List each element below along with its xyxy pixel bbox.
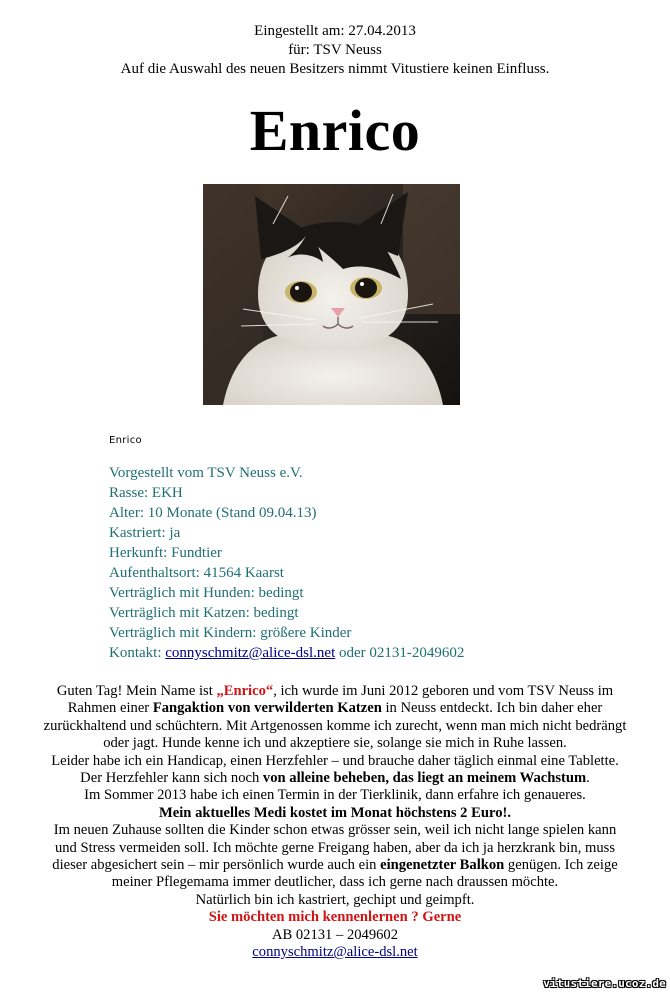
story-bold: eingenetzter Balkon [380,857,505,874]
contact-label: Kontakt: [109,645,166,661]
story-phone: AB 02131 – 2049602 [271,926,399,943]
story-bold: von alleine beheben, das liegt an meinem Wachstum [262,770,587,787]
story-line: Im neuen Zuhause sollten die Kinder schon etwas grösser sein, weil ich nicht lange spielen kann [53,822,617,839]
story-text-part: Guten Tag! Mein Name ist [56,683,217,699]
story-line: und Stress vermeiden soll. Ich möchte gerne Freigang haben, aber da ich ja herzkrank bin, muss [54,839,616,856]
posted-for: für: TSV Neuss [288,42,382,58]
fact-breed: Rasse: EKH [109,485,183,501]
story-line [0,700,670,717]
call-to-action: Sie möchten mich kennenlernen ? Gerne [208,909,462,926]
fact-presented-by: Vorgestellt vom TSV Neuss e.V. [109,465,303,481]
story-bold: Fangaktion von verwilderten Katzen [152,700,382,717]
story-text [0,683,670,962]
fact-location: Aufenthaltsort: 41564 Kaarst [109,565,284,581]
fact-contact [109,643,464,663]
contact-phone: 02131-2049602 [369,645,465,661]
story-text-part: genügen. Ich zeige [504,857,618,874]
cat-photo-illustration [203,184,460,405]
fact-cats: Verträglich mit Katzen: bedingt [109,605,299,621]
story-line: Im Sommer 2013 habe ich einen Termin in der Tierklinik, dann erfahre ich genaueres. [84,787,586,804]
story-line [0,805,670,822]
contact-email-link[interactable]: connyschmitz@alice-dsl.net [165,645,336,661]
story-email-link[interactable]: connyschmitz@alice-dsl.net [252,944,418,961]
animal-name: Enrico [249,98,421,163]
story-text-part: dieser abgesichert sein – mir persönlich wurde auch ein [52,857,381,874]
story-line [0,909,670,926]
story-text-part: Rahmen einer [67,700,153,717]
fact-neutered: Kastriert: ja [109,525,181,541]
fact-age: Alter: 10 Monate (Stand 09.04.13) [109,505,317,521]
story-text-part: Der Herzfehler kann sich noch [80,770,263,787]
contact-separator: oder [335,645,370,661]
fact-children: Verträglich mit Kindern: größere Kinder [109,625,352,641]
post-meta [0,22,670,79]
posted-date: Eingestellt am: 27.04.2013 [254,23,416,39]
fact-origin: Herkunft: Fundtier [109,545,222,561]
story-bold: Mein aktuelles Medi kostet im Monat höchstens 2 Euro!. [159,804,511,821]
story-line [0,857,670,874]
facts-list [109,463,464,663]
story-text-part: in Neuss entdeckt. Ich bin daher eher [381,700,603,717]
story-line: zurückhaltend und schüchtern. Mit Artgenossen komme ich zurecht, wenn man mich nicht bedrängt [43,717,627,734]
cat-photo [203,184,460,405]
story-line [0,683,670,700]
story-line [0,770,670,787]
story-line: Natürlich bin ich kastriert, gechipt und geimpft. [195,891,475,908]
story-name-highlight: „Enrico“ [216,683,274,699]
disclaimer: Auf die Auswahl des neuen Besitzers nimmt Vitustiere keinen Einfluss. [120,61,550,77]
story-text-part: , ich wurde im Juni 2012 geboren und vom TSV Neuss im [273,683,614,699]
story-line: Leider habe ich ein Handicap, einen Herzfehler – und brauche daher täglich einmal eine Tablette. [51,752,619,769]
site-watermark: vitustiere.ucoz.de [543,977,666,990]
story-line [0,944,670,961]
story-line: meiner Pflegemama immer deutlicher, dass ich gerne nach draussen möchte. [111,874,559,891]
story-text-part: . [586,770,590,787]
photo-caption: Enrico [109,435,142,446]
story-line: oder jagt. Hunde kenne ich und akzeptiere sie, solange sie mich in Ruhe lassen. [103,735,567,752]
fact-dogs: Verträglich mit Hunden: bedingt [109,585,304,601]
